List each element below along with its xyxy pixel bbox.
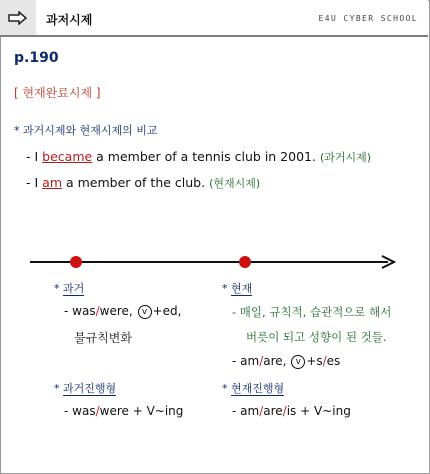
example-tag: (과거시제) [319, 151, 372, 164]
example-pre: I [34, 149, 43, 164]
present-progressive-label: * 현재진행형 [222, 382, 285, 395]
example-dash: - [26, 149, 31, 164]
present-line-1: - 매일, 규칙적, 습관적으로 해서 [232, 305, 392, 319]
school-name: E4U CYBER SCHOOL [318, 14, 418, 23]
present-label: * 현재 [222, 282, 253, 295]
timeline-dot-present [239, 256, 251, 268]
header-divider [0, 35, 428, 37]
timeline-axis [30, 261, 388, 263]
present-line-2: 버릇이 되고 성향이 된 것들. [246, 330, 387, 344]
arrow-head-icon [380, 254, 396, 270]
timeline-dot-past [70, 256, 82, 268]
example-present [26, 175, 260, 191]
past-line-1: - was/were, v +ed, [64, 304, 182, 318]
example-past [26, 149, 371, 165]
present-progressive-label-text: 현재진행형 [231, 382, 285, 395]
header [0, 0, 428, 36]
past-label-text: 과거 [63, 282, 85, 295]
present-label-text: 현재 [231, 282, 253, 295]
example-dash: - [26, 175, 31, 190]
compare-heading [14, 122, 158, 138]
example-post: a member of a tennis club in 2001. [92, 149, 320, 164]
example-verb: became [42, 149, 93, 164]
compare-label: 과거시제와 현재시제의 비교 [23, 124, 158, 137]
past-label: * 과거 [54, 282, 85, 295]
header-title: 과저시제 [46, 13, 93, 27]
past-progressive-label: * 과거진행형 [54, 382, 117, 395]
v-circle-icon: v [291, 355, 305, 369]
past-progressive-label-text: 과거진행형 [63, 382, 117, 395]
present-line-3: - am/are, v +s/es [232, 354, 341, 368]
bullet-star: * [14, 124, 20, 137]
timeline [30, 252, 396, 272]
v-circle-icon: v [138, 305, 152, 319]
example-tag: (현재시제) [209, 177, 261, 190]
present-progressive-line: - am/are/is + V~ing [232, 404, 351, 418]
topic-title: [ 현재완료시제 ] [14, 86, 101, 100]
example-post: a member of the club. [62, 175, 210, 190]
example-verb: am [42, 175, 63, 190]
past-line-2: 불규칙변화 [74, 331, 132, 345]
past-progressive-line: - was/were + V~ing [64, 404, 184, 418]
arrow-right-icon[interactable] [0, 0, 36, 36]
example-pre: I [34, 175, 43, 190]
page-number: p.190 [14, 50, 59, 66]
